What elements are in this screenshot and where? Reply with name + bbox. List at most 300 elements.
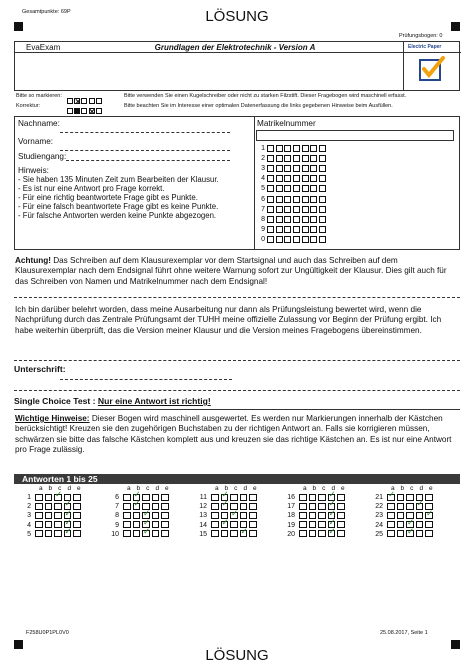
matrikel-digit-label: 8 [261,215,265,223]
question-number: 10 [111,530,119,538]
answer-checkbox-correct[interactable] [54,494,62,501]
answer-row [194,511,280,520]
answer-checkbox[interactable] [211,530,219,537]
matrikel-checkbox[interactable] [293,155,300,162]
answer-checkbox[interactable] [73,503,81,510]
question-number: 8 [115,512,119,520]
answer-letter: b [312,485,317,492]
question-number: 2 [27,503,31,511]
exam-title: Grundlagen der Elektrotechnik - Version A [154,43,316,52]
matrikel-checkbox[interactable] [310,236,317,243]
answer-checkbox[interactable] [249,530,257,537]
answer-checkbox-correct[interactable] [425,512,433,519]
answer-checkbox[interactable] [337,521,345,528]
question-number: 9 [115,521,119,529]
answer-checkbox[interactable] [161,530,169,537]
answer-checkbox-correct[interactable] [221,503,229,510]
answer-letter: c [146,485,150,492]
matrikel-checkbox[interactable] [276,226,283,233]
matrikel-digit-label: 2 [261,155,265,163]
total-points: Gesamtpunkte: 69P [22,9,71,15]
evaexam-label: EvaExam [26,43,61,52]
matrikel-checkbox[interactable] [319,226,326,233]
answer-checkbox[interactable] [35,512,43,519]
answer-letter: d [419,485,424,492]
answer-checkbox[interactable] [123,494,131,501]
matrikel-checkbox[interactable] [276,216,283,223]
matrikel-checkbox[interactable] [319,206,326,213]
matrikel-row [259,196,328,204]
matrikel-checkbox[interactable] [267,185,274,192]
answer-checkbox[interactable] [133,512,141,519]
answer-letter: b [136,485,141,492]
answer-checkbox-correct[interactable] [64,530,72,537]
question-number: 5 [27,530,31,538]
answer-letter: b [224,485,229,492]
wichtig-label: Wichtige Hinweise: [15,414,90,423]
matrikel-checkbox[interactable] [276,175,283,182]
matrikel-checkbox[interactable] [302,175,309,182]
answer-checkbox[interactable] [45,503,53,510]
divider [14,409,460,410]
matrikel-checkbox[interactable] [302,206,309,213]
answer-checkbox[interactable] [240,494,248,501]
matrikel-checkbox[interactable] [293,175,300,182]
answer-checkbox[interactable] [318,494,326,501]
checkmark-logo-icon [417,55,447,85]
answer-checkbox[interactable] [45,494,53,501]
answer-letter: e [428,485,433,492]
matrikel-checkbox[interactable] [310,185,317,192]
answer-letters [282,485,368,493]
matrikel-checkbox[interactable] [293,145,300,152]
question-number: 3 [27,512,31,520]
answer-checkbox[interactable] [123,512,131,519]
answer-checkbox[interactable] [387,503,395,510]
answer-row [194,530,280,539]
matrikel-checkbox[interactable] [319,165,326,172]
answer-checkbox[interactable] [425,494,433,501]
matrikel-row [259,145,328,153]
answer-checkbox[interactable] [318,503,326,510]
question-number: 7 [115,503,119,511]
matrikel-checkbox[interactable] [276,196,283,203]
answer-checkbox[interactable] [35,503,43,510]
answer-checkbox[interactable] [406,503,414,510]
matrikel-checkbox[interactable] [284,216,291,223]
matrikel-checkbox[interactable] [284,185,291,192]
answer-checkbox-correct[interactable] [416,503,424,510]
matrikel-row [259,165,328,173]
answer-checkbox[interactable] [152,530,160,537]
answer-letter: a [126,485,131,492]
answer-checkbox[interactable] [54,503,62,510]
answer-checkbox[interactable] [211,512,219,519]
matrikel-checkbox[interactable] [319,155,326,162]
matrikel-checkbox[interactable] [310,145,317,152]
matrikel-checkbox[interactable] [267,196,274,203]
answer-checkbox-correct[interactable] [142,530,150,537]
answer-checkbox[interactable] [397,521,405,528]
answer-checkbox[interactable] [309,512,317,519]
answer-checkbox[interactable] [45,530,53,537]
answer-checkbox[interactable] [73,512,81,519]
question-number: 25 [375,530,383,538]
mark-instruction: Bitte verwenden Sie einen Kugelschreiber oder nicht zu starken Filzstift. Dieser Fragebogen wird maschinell erfasst. [124,93,407,99]
logo-text: Electric Paper [408,44,442,50]
answer-letter: a [390,485,395,492]
answer-row [370,493,456,502]
signature-label: Unterschrift: [14,364,66,374]
answer-checkbox[interactable] [230,530,238,537]
matrikel-checkbox[interactable] [310,155,317,162]
matrikel-checkbox[interactable] [319,216,326,223]
studiengang-field[interactable] [66,160,230,161]
wichtig-paragraph [15,414,461,456]
answer-column [194,485,280,539]
answer-checkbox[interactable] [211,494,219,501]
matrikel-checkbox[interactable] [293,216,300,223]
answer-checkbox[interactable] [397,494,405,501]
loesung-footer: LÖSUNG [205,647,269,664]
answer-letter: a [38,485,43,492]
answer-checkbox[interactable] [161,494,169,501]
answer-row [106,493,192,502]
matrikel-checkbox[interactable] [267,145,274,152]
answer-checkbox[interactable] [299,503,307,510]
matrikel-checkbox[interactable] [267,216,274,223]
answer-checkbox[interactable] [161,512,169,519]
matrikel-checkbox[interactable] [276,236,283,243]
answer-letter: a [214,485,219,492]
matrikel-checkbox[interactable] [284,226,291,233]
answer-checkbox[interactable] [73,521,81,528]
answer-checkbox[interactable] [54,512,62,519]
matrikel-checkbox[interactable] [302,145,309,152]
answer-checkbox[interactable] [397,530,405,537]
matrikel-checkbox[interactable] [310,175,317,182]
answer-checkbox-correct[interactable] [387,494,395,501]
question-number: 21 [375,494,383,501]
footer-date: 25.08.2017, Seite 1 [380,630,428,636]
answer-checkbox[interactable] [416,512,424,519]
answer-checkbox[interactable] [211,503,219,510]
answer-letter: a [302,485,307,492]
answer-checkbox[interactable] [161,521,169,528]
matrikel-row [259,236,328,244]
matrikel-checkbox[interactable] [267,165,274,172]
answer-letter: e [252,485,257,492]
matrikel-digit-label: 4 [261,175,265,183]
answer-letters [106,485,192,493]
matrikel-checkbox[interactable] [276,206,283,213]
answer-checkbox[interactable] [152,494,160,501]
answer-row [282,521,368,530]
vorname-label: Vorname: [18,137,54,146]
answer-letter: c [322,485,326,492]
answer-checkbox[interactable] [387,521,395,528]
answer-checkbox-correct[interactable] [221,521,229,528]
matrikel-checkbox[interactable] [319,145,326,152]
hinweis-item: - Für falsche Antworten werden keine Punkte abgezogen. [18,211,217,220]
matrikel-checkbox[interactable] [293,196,300,203]
answer-checkbox[interactable] [123,530,131,537]
answer-letter: b [400,485,405,492]
declaration-text: Ich bin darüber belehrt worden, dass meine Ausarbeitung nur dann als Prüfungsleistung bewertet wird, wenn die Nachprüfung durch das Zentrale Prüfungsamt der TUHH meine offizielle Zulassung vor Beginn der Prüfung ergibt. Ich habe weiterhin überprüft, das die Version meiner Klausur und die Version meines Fragebogens übereinstimmen. [15,305,442,335]
answer-checkbox[interactable] [35,494,43,501]
matrikel-checkbox[interactable] [284,206,291,213]
answer-checkbox[interactable] [337,503,345,510]
answer-letter: b [48,485,53,492]
question-number: 15 [199,530,207,538]
matrikel-digit-label: 7 [261,205,265,213]
matrikel-digit-label: 5 [261,185,265,193]
header-bar [14,41,460,91]
matrikel-checkbox[interactable] [302,185,309,192]
matrikel-checkbox[interactable] [267,155,274,162]
answer-checkbox[interactable] [309,503,317,510]
answer-checkbox[interactable] [73,530,81,537]
answer-checkbox-correct[interactable] [406,530,414,537]
matrikel-checkbox[interactable] [310,165,317,172]
matrikel-digit-label: 0 [261,235,265,243]
answer-checkbox[interactable] [73,494,81,501]
answer-checkbox[interactable] [133,530,141,537]
achtung-text: Das Schreiben auf dem Klausurexemplar vor dem Startsignal und auch das Schreiben auf dem Klausurexemplar nach dem Endsignal führt ohne weitere Warnung sofort zur Ungültigkeit der Klausur. Dies gilt auch für das Schreiben von Namen und Matrikelnummer nach dem Endsignal! [15,256,447,286]
divider [14,390,460,391]
answer-checkbox[interactable] [299,494,307,501]
matrikel-checkbox[interactable] [293,165,300,172]
signature-field[interactable] [60,379,232,380]
answer-letters [370,485,456,493]
question-number: 20 [287,530,295,538]
answer-letter: c [410,485,414,492]
answer-checkbox[interactable] [416,530,424,537]
answer-column [106,485,192,539]
answer-checkbox[interactable] [425,530,433,537]
question-number: 24 [375,521,383,529]
answer-letter: d [331,485,336,492]
answer-checkbox[interactable] [249,521,257,528]
hinweis-item: - Für eine richtig beantwortete Frage gibt es Punkte. [18,193,198,202]
matrikel-checkbox[interactable] [276,165,283,172]
answer-checkbox[interactable] [318,521,326,528]
nachname-field[interactable] [60,132,230,133]
answer-checkbox[interactable] [152,503,160,510]
answer-checkbox[interactable] [240,512,248,519]
achtung-paragraph [15,256,461,287]
question-number: 13 [199,512,207,520]
answer-letter: c [58,485,62,492]
matrikel-checkbox[interactable] [319,196,326,203]
matrikel-checkbox[interactable] [284,165,291,172]
answer-checkbox[interactable] [240,503,248,510]
answer-checkbox[interactable] [416,521,424,528]
answer-row [194,493,280,502]
answer-checkbox[interactable] [142,494,150,501]
matrikel-checkbox[interactable] [319,175,326,182]
matrikel-checkbox[interactable] [267,175,274,182]
matrikel-checkbox[interactable] [276,185,283,192]
answer-row [106,530,192,539]
matrikel-checkbox[interactable] [302,196,309,203]
matrikel-checkbox[interactable] [276,145,283,152]
question-number: 1 [27,494,31,501]
answer-checkbox[interactable] [45,512,53,519]
matrikel-row [259,175,328,183]
answer-row [18,502,104,511]
matrikel-checkbox[interactable] [293,185,300,192]
single-choice-heading [14,396,211,406]
answer-letter: e [164,485,169,492]
answer-checkbox[interactable] [309,530,317,537]
matrikel-checkbox[interactable] [293,236,300,243]
matrikel-digit-label: 9 [261,225,265,233]
answer-row [18,493,104,502]
answer-checkbox[interactable] [309,494,317,501]
matrikel-checkbox[interactable] [310,196,317,203]
matrikel-checkbox[interactable] [284,236,291,243]
matrikel-checkbox[interactable] [293,226,300,233]
achtung-label: Achtung! [15,256,51,265]
divider [14,297,460,298]
correction-instruction: Bitte beachten Sie im Interesse einer optimalen Datenerfassung die links gegebenen Hinweise beim Ausfüllen. [124,103,393,109]
matrikel-checkbox[interactable] [293,206,300,213]
matrikel-checkbox[interactable] [284,155,291,162]
answer-checkbox[interactable] [221,530,229,537]
matrikel-digit-label: 3 [261,165,265,173]
answer-row [18,530,104,539]
answer-checkbox-correct[interactable] [133,503,141,510]
answer-letter: e [340,485,345,492]
hinweis-list [18,175,238,220]
matrikel-digit-label: 6 [261,195,265,203]
answer-checkbox[interactable] [161,503,169,510]
answer-checkbox[interactable] [230,494,238,501]
answer-checkbox[interactable] [337,530,345,537]
answer-checkbox[interactable] [337,512,345,519]
matrikel-checkbox[interactable] [310,226,317,233]
correction-label: Korrektur: [16,103,41,109]
answer-checkbox[interactable] [425,521,433,528]
answer-checkbox[interactable] [337,494,345,501]
answer-column [370,485,456,539]
matrikel-input[interactable] [256,130,454,141]
matrikel-checkbox[interactable] [284,196,291,203]
sct-rule: Nur eine Antwort ist richtig! [97,396,211,406]
matrikel-row [259,226,328,234]
answer-checkbox[interactable] [123,503,131,510]
answer-checkbox[interactable] [299,530,307,537]
logo [403,42,459,90]
vorname-field[interactable] [60,150,230,151]
matrikel-checkbox[interactable] [267,206,274,213]
hinweis-title: Hinweis: [18,166,49,175]
hinweis-item: - Für eine falsch beantwortete Frage gibt es keine Punkte. [18,202,219,211]
answer-checkbox[interactable] [249,503,257,510]
answer-checkbox[interactable] [309,521,317,528]
matrikel-checkbox[interactable] [267,226,274,233]
matrikel-checkbox[interactable] [302,155,309,162]
matrikel-row [259,185,328,193]
matrikel-checkbox[interactable] [302,165,309,172]
answer-checkbox[interactable] [35,530,43,537]
matrikel-checkbox[interactable] [319,236,326,243]
answer-letters [194,485,280,493]
answer-checkbox[interactable] [35,521,43,528]
answer-checkbox[interactable] [230,521,238,528]
answer-checkbox[interactable] [54,521,62,528]
answer-checkbox[interactable] [387,512,395,519]
hinweis-item: - Es ist nur eine Antwort pro Frage korrekt. [18,184,165,193]
matrikel-checkbox[interactable] [284,145,291,152]
matrikel-checkbox[interactable] [319,185,326,192]
matrikel-digit-label: 1 [261,145,265,152]
answer-row [18,521,104,530]
matrikel-row [259,155,328,163]
question-number: 11 [199,494,207,501]
answer-letter: d [155,485,160,492]
matrikel-checkbox[interactable] [302,216,309,223]
matrikel-row [259,206,328,214]
nachname-label: Nachname: [18,119,60,128]
answer-checkbox[interactable] [45,521,53,528]
matrikel-checkbox[interactable] [310,216,317,223]
question-number: 12 [199,503,207,511]
matrikel-checkbox[interactable] [276,155,283,162]
matrikel-checkbox[interactable] [302,226,309,233]
answer-checkbox[interactable] [318,512,326,519]
answer-checkbox[interactable] [299,521,307,528]
answer-letter: d [243,485,248,492]
answer-checkbox[interactable] [299,512,307,519]
answer-checkbox-correct[interactable] [328,530,336,537]
matrikel-title: Matrikelnummer [257,119,316,128]
answer-checkbox[interactable] [133,521,141,528]
matrikel-checkbox[interactable] [302,236,309,243]
answer-checkbox-correct[interactable] [240,530,248,537]
answer-checkbox[interactable] [387,530,395,537]
answer-checkbox[interactable] [249,494,257,501]
question-number: 14 [199,521,207,529]
answer-checkbox-correct[interactable] [230,512,238,519]
answer-checkbox[interactable] [249,512,257,519]
answer-row [282,511,368,520]
matrikel-checkbox[interactable] [267,236,274,243]
answer-letter: d [67,485,72,492]
answer-checkbox[interactable] [397,503,405,510]
answer-column [282,485,368,539]
answer-letter: e [76,485,81,492]
answer-checkbox[interactable] [152,521,160,528]
footer-code: F258U0P1PL0V0 [26,630,69,636]
answer-checkbox[interactable] [397,512,405,519]
answer-checkbox[interactable] [211,521,219,528]
answer-checkbox[interactable] [152,512,160,519]
answer-row [370,502,456,511]
answer-checkbox[interactable] [406,494,414,501]
matrikel-checkbox[interactable] [284,175,291,182]
answer-checkbox[interactable] [123,521,131,528]
sheet-number: Prüfungsbogen: 0 [399,33,443,39]
loesung-title: LÖSUNG [205,8,269,25]
matrikel-checkbox[interactable] [310,206,317,213]
answer-row [282,530,368,539]
question-number: 17 [287,503,295,511]
answer-checkbox[interactable] [54,530,62,537]
answer-checkbox[interactable] [318,530,326,537]
hinweis-item: - Sie haben 135 Minuten Zeit zum Bearbeiten der Klausur. [18,175,219,184]
